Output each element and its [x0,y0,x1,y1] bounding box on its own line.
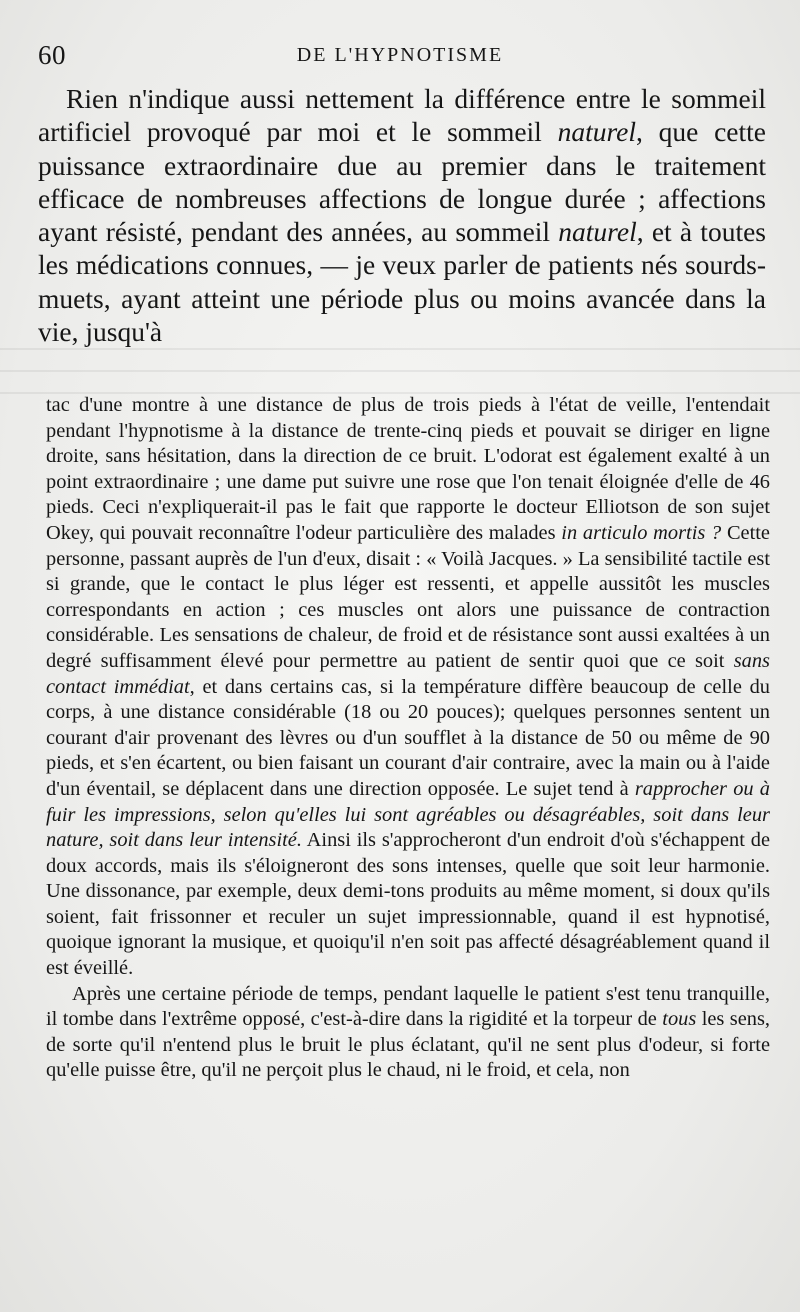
lower-paragraph-2 [46,982,770,1084]
italic-run: naturel [557,116,637,148]
italic-run: sans contact immédiat [46,649,770,698]
text-run: tac d'une montre à une distance de plus de trois pieds à l'état de veille, l'entendait pendant l'hypnotisme à la distance de trente-cinq pieds et pouvait se diriger en ligne droite, sans hésitation, dans la direction de ce bruit. L'odorat est également exalté à un point extraordinaire ; une dame put suivre une rose que l'on tenait éloignée d'elle de 46 pieds. Ceci n'expliquerait-il pas le fait que rapporte le docteur Elliotson de son sujet Okey, qui pouvait reconnaître l'odeur particulière des malades [46,394,770,544]
text-run: les sens, de sorte qu'il n'entend plus le bruit le plus éclatant, qu'il ne sent plus d'odeur, si forte qu'elle puisse être, qu'il ne perçoit plus le chaud, ni le froid, et cela, non [46,1008,771,1082]
italic-run: in articulo mortis ? [561,521,722,544]
lower-text-block [46,393,770,1084]
upper-paragraph [38,82,766,348]
text-run: Ainsi ils s'approcheront d'un endroit d'où s'échappent de doux accords, mais ils s'éloigneront des sons intenses, quelle que soit leur harmonie. Une dissonance, par exemple, deux demi-tons produits au même moment, si doux qu'ils soient, fait frissonner et reculer un sujet impressionnable, quand il est hypnotisé, quoique ignorant la musique, et quoiqu'il n'en soit pas affecté désagréablement quand il est éveillé. [46,829,770,980]
page-header [38,34,762,74]
page-number: 60 [38,40,66,70]
text-run: , et à toutes les médications connues, — je veux parler de patients nés sourds-muets, ayant atteint une période plus ou moins avancée dans la vie, jusqu'à [38,216,766,348]
running-head: DE L'HYPNOTISME [296,44,504,66]
italic-run: naturel [558,216,637,248]
italic-run: tous [662,1008,697,1031]
text-run: Rien n'indique aussi nettement la différence entre le sommeil artificiel provoqué par moi et le sommeil [38,83,766,148]
upper-text-block [38,82,766,348]
text-run: Après une certaine période de temps, pendant laquelle le patient s'est tenu tranquille, il tombe dans l'extrême opposé, c'est-à-dire dans la rigidité et la torpeur de [46,982,770,1031]
lower-paragraph-1 [46,393,770,982]
text-run: Cette personne, passant auprès de l'un d'eux, disait : « Voilà Jacques. » La sensibilité tactile est si grande, que le contact le plus léger est ressenti, et appelle aussitôt les muscles correspondants en action ; ces muscles ont alors une puissance de contraction considérable. Les sensations de chaleur, de froid et de résistance sont aussi exaltées à un degré suffisamment élevé pour permettre au patient de sentir quoi que ce soit [46,521,770,672]
text-run: , que cette puissance extraordinaire due au premier dans le traitement efficace de nombreuses affections de longue durée ; affections ayant résisté, pendant des années, au sommeil [38,116,767,248]
show-through-bleed [0,348,800,396]
italic-run: rapprocher ou à fuir les impressions, selon qu'elles lui sont agréables ou désagréables, soit dans leur nature, soit dans leur intensité. [46,777,770,852]
text-run: , et dans certains cas, si la température diffère beaucoup de celle du corps, à une distance considérable (18 ou 20 pouces); quelques personnes sentent un courant d'air provenant des lèvres ou d'un soufflet à la distance de 50 ou même de 90 pieds, et s'en écartent, ou bien faisant un courant d'air contraire, avec la main ou à l'aide d'un éventail, se déplacent dans une direction opposée. Le sujet tend à [46,675,770,800]
